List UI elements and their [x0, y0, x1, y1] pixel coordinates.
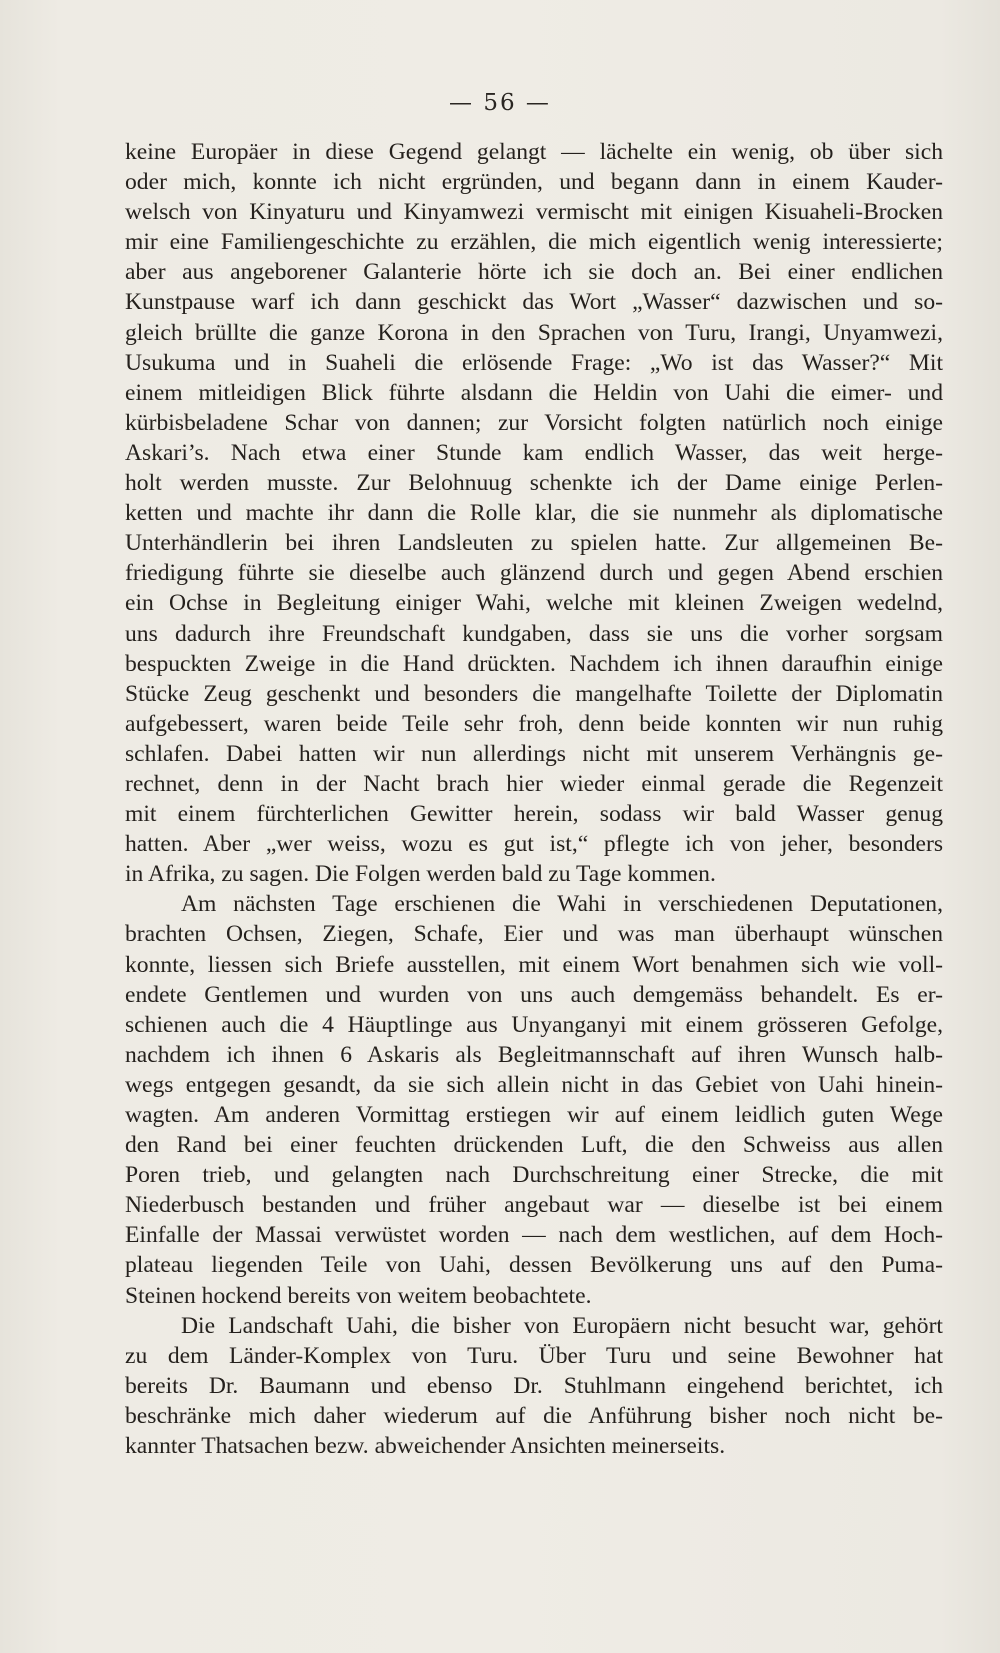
text-line: Stücke Zeug geschenkt und besonders die mangelhafte Toilette der Diplomatin: [125, 680, 943, 707]
text-line: schlafen. Dabei hatten wir nun allerdings nicht mit unserem Verhängnis ge-: [125, 740, 943, 767]
text-line: ein Ochse in Begleitung einiger Wahi, welche mit kleinen Zweigen wedelnd,: [125, 590, 943, 617]
text-line: brachten Ochsen, Ziegen, Schafe, Eier und was man überhaupt wünschen: [125, 921, 943, 948]
text-line: aufgebessert, waren beide Teile sehr froh, denn beide konnten wir nun ruhig: [125, 710, 943, 737]
text-line: keine Europäer in diese Gegend gelangt — lächelte ein wenig, ob über sich: [125, 139, 943, 165]
text-line: holt werden musste. Zur Belohnuug schenkte ich der Dame einige Perlen-: [125, 470, 943, 497]
text-line: beschränke mich daher wiederum auf die Anführung bisher noch nicht be-: [125, 1402, 943, 1429]
text-line: Steinen hockend bereits von weitem beobachtete.: [125, 1282, 592, 1309]
text-line: Niederbusch bestanden und früher angebaut war — dieselbe ist bei einem: [125, 1192, 943, 1219]
text-line: Unterhändlerin bei ihren Landsleuten zu spielen hatte. Zur allgemeinen Be-: [125, 530, 943, 557]
text-line: bespuckten Zweige in die Hand drückten. Nachdem ich ihnen daraufhin einige: [125, 650, 943, 677]
text-line: endete Gentlemen und wurden von uns auch demgemäss behandelt. Es er-: [125, 981, 943, 1008]
text-line: oder mich, konnte ich nicht ergründen, und begann dann in einem Kauder-: [125, 169, 943, 196]
text-line: nachdem ich ihnen 6 Askaris als Begleitmannschaft auf ihren Wunsch halb-: [125, 1041, 943, 1068]
text-line: kannter Thatsachen bezw. abweichender Ansichten meinerseits.: [125, 1433, 726, 1460]
text-line: Askari’s. Nach etwa einer Stunde kam endlich Wasser, das weit herge-: [125, 439, 943, 466]
text-line: Poren trieb, und gelangten nach Durchschreitung einer Strecke, die mit: [125, 1162, 943, 1189]
text-line: gleich brüllte die ganze Korona in den Sprachen von Turu, Irangi, Unyamwezi,: [125, 319, 943, 346]
text-line: mir eine Familiengeschichte zu erzählen, die mich eigentlich wenig interessierte;: [125, 229, 943, 256]
text-line: aber aus angeborener Galanterie hörte ich sie doch an. Bei einer endlichen: [125, 259, 943, 286]
text-line: wegs entgegen gesandt, da sie sich allein nicht in das Gebiet von Uahi hinein-: [125, 1071, 943, 1098]
text-line: zu dem Länder-Komplex von Turu. Über Turu und seine Bewohner hat: [125, 1342, 943, 1369]
text-line: hatten. Aber „wer weiss, wozu es gut ist,“ pflegte ich von jeher, besonders: [125, 831, 943, 858]
text-line: ketten und machte ihr dann die Rolle klar, die sie nunmehr als diplomatische: [125, 500, 943, 527]
text-line: Kunstpause warf ich dann geschickt das Wort „Wasser“ dazwischen und so-: [125, 289, 943, 316]
text-line: mit einem fürchterlichen Gewitter herein, sodass wir bald Wasser genug: [125, 801, 943, 828]
text-line: einem mitleidigen Blick führte alsdann die Heldin von Uahi die eimer- und: [125, 379, 943, 406]
text-line: Einfalle der Massai verwüstet worden — nach dem westlichen, auf dem Hoch-: [125, 1222, 943, 1249]
body-text: [125, 137, 943, 1461]
text-line: plateau liegenden Teile von Uahi, dessen Bevölkerung uns auf den Puma-: [125, 1252, 943, 1279]
text-line: den Rand bei einer feuchten drückenden Luft, die den Schweiss aus allen: [125, 1132, 943, 1159]
text-line: Usukuma und in Suaheli die erlösende Frage: „Wo ist das Wasser?“ Mit: [125, 349, 943, 376]
text-line: rechnet, denn in der Nacht brach hier wieder einmal gerade die Regenzeit: [125, 770, 943, 797]
page-number: — 56 —: [449, 90, 551, 116]
text-line: uns dadurch ihre Freundschaft kundgaben, dass sie uns die vorher sorgsam: [125, 620, 943, 647]
text-line: kürbisbeladene Schar von dannen; zur Vorsicht folgten natürlich noch einige: [125, 409, 943, 436]
text-line: schienen auch die 4 Häuptlinge aus Unyanganyi mit einem grösseren Gefolge,: [125, 1011, 943, 1038]
text-line: welsch von Kinyaturu und Kinyamwezi vermischt mit einigen Kisuaheli-Brocken: [125, 199, 943, 226]
text-line: in Afrika, zu sagen. Die Folgen werden bald zu Tage kommen.: [125, 861, 716, 888]
paragraph-first-line: Die Landschaft Uahi, die bisher von Europäern nicht besucht war, gehört: [181, 1312, 943, 1339]
paragraph-first-line: Am nächsten Tage erschienen die Wahi in verschiedenen Deputationen,: [181, 891, 943, 918]
text-line: konnte, liessen sich Briefe ausstellen, mit einem Wort benahmen sich wie voll-: [125, 951, 943, 978]
text-line: wagten. Am anderen Vormittag erstiegen wir auf einem leidlich guten Wege: [125, 1102, 943, 1128]
text-line: friedigung führte sie dieselbe auch glänzend durch und gegen Abend erschien: [125, 560, 943, 587]
text-line: bereits Dr. Baumann und ebenso Dr. Stuhlmann eingehend berichtet, ich: [125, 1372, 943, 1399]
